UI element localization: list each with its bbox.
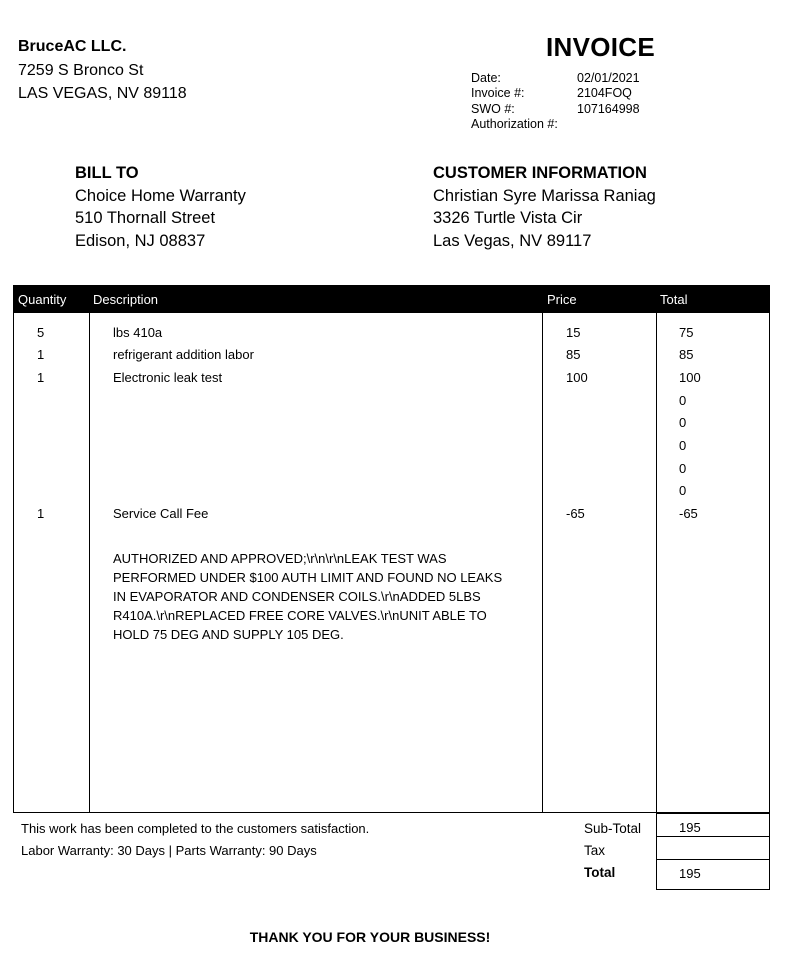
row-quantity: 5 <box>37 325 45 340</box>
row-description: refrigerant addition labor <box>113 347 254 362</box>
row-quantity: 1 <box>37 347 45 362</box>
company-address-line1: 7259 S Bronco St <box>18 62 144 79</box>
authorization-label: Authorization #: <box>471 117 558 131</box>
row-description: Electronic leak test <box>113 370 223 385</box>
date-label: Date: <box>471 71 501 85</box>
invoice-title: INVOICE <box>546 32 656 62</box>
company-address-line2: LAS VEGAS, NV 89118 <box>18 85 187 102</box>
company-name: BruceAC LLC. <box>18 38 127 55</box>
warranty-text: Labor Warranty: 30 Days | Parts Warranty: 90 Days <box>21 843 317 858</box>
bill-to-line3: Edison, NJ 08837 <box>75 232 206 250</box>
row-price: -65 <box>566 506 585 521</box>
total-value: 195 <box>679 866 701 881</box>
row-price: 100 <box>566 370 588 385</box>
total-header: Total <box>660 292 688 307</box>
swo-label: SWO #: <box>471 102 515 116</box>
row-price: 85 <box>566 347 581 362</box>
subtotal-label: Sub-Total <box>584 821 642 836</box>
table-header <box>14 286 769 313</box>
row-description: Service Call Fee <box>113 506 209 521</box>
invoice-number-value: 2104FOQ <box>577 86 632 100</box>
customer-info-heading: CUSTOMER INFORMATION <box>433 164 647 182</box>
subtotal-value: 195 <box>679 820 701 835</box>
row-total: 75 <box>679 325 694 340</box>
tax-box <box>656 836 770 860</box>
column-divider <box>89 313 90 812</box>
work-note-line: AUTHORIZED AND APPROVED;\r\n\r\nLEAK TEST WAS <box>113 551 447 566</box>
row-price: 15 <box>566 325 581 340</box>
row-total: 0 <box>679 438 687 453</box>
row-quantity: 1 <box>37 370 45 385</box>
row-total: 0 <box>679 461 687 476</box>
bill-to-line1: Choice Home Warranty <box>75 187 246 205</box>
swo-value: 107164998 <box>577 102 640 116</box>
line-items-table <box>13 285 770 813</box>
total-box <box>656 859 770 890</box>
invoice-number-label: Invoice #: <box>471 86 525 100</box>
row-total: 85 <box>679 347 694 362</box>
column-divider <box>542 313 543 812</box>
row-description: lbs 410a <box>113 325 163 340</box>
price-header: Price <box>547 292 577 307</box>
row-total: -65 <box>679 506 698 521</box>
work-note-line: HOLD 75 DEG AND SUPPLY 105 DEG. <box>113 627 344 642</box>
total-label: Total <box>584 865 616 880</box>
customer-info-line2: 3326 Turtle Vista Cir <box>433 209 583 227</box>
subtotal-box <box>656 813 770 837</box>
date-value: 02/01/2021 <box>577 71 640 85</box>
description-header: Description <box>93 292 159 307</box>
row-total: 0 <box>679 483 687 498</box>
work-note-line: R410A.\r\nREPLACED FREE CORE VALVES.\r\nUNIT ABLE TO <box>113 608 487 623</box>
customer-info-line1: Christian Syre Marissa Raniag <box>433 187 656 205</box>
row-quantity: 1 <box>37 506 45 521</box>
quantity-header: Quantity <box>18 292 67 307</box>
customer-info-line3: Las Vegas, NV 89117 <box>433 232 592 250</box>
column-divider <box>656 313 657 812</box>
work-note-line: IN EVAPORATOR AND CONDENSER COILS.\r\nADDED 5LBS <box>113 589 481 604</box>
bill-to-line2: 510 Thornall Street <box>75 209 216 227</box>
row-total: 100 <box>679 370 701 385</box>
bill-to-heading: BILL TO <box>75 164 139 182</box>
row-total: 0 <box>679 415 687 430</box>
thank-you-message: THANK YOU FOR YOUR BUSINESS! <box>249 929 491 945</box>
tax-label: Tax <box>584 843 606 858</box>
work-note-line: PERFORMED UNDER $100 AUTH LIMIT AND FOUND NO LEAKS <box>113 570 503 585</box>
row-total: 0 <box>679 393 687 408</box>
completion-statement: This work has been completed to the customers satisfaction. <box>21 821 370 836</box>
